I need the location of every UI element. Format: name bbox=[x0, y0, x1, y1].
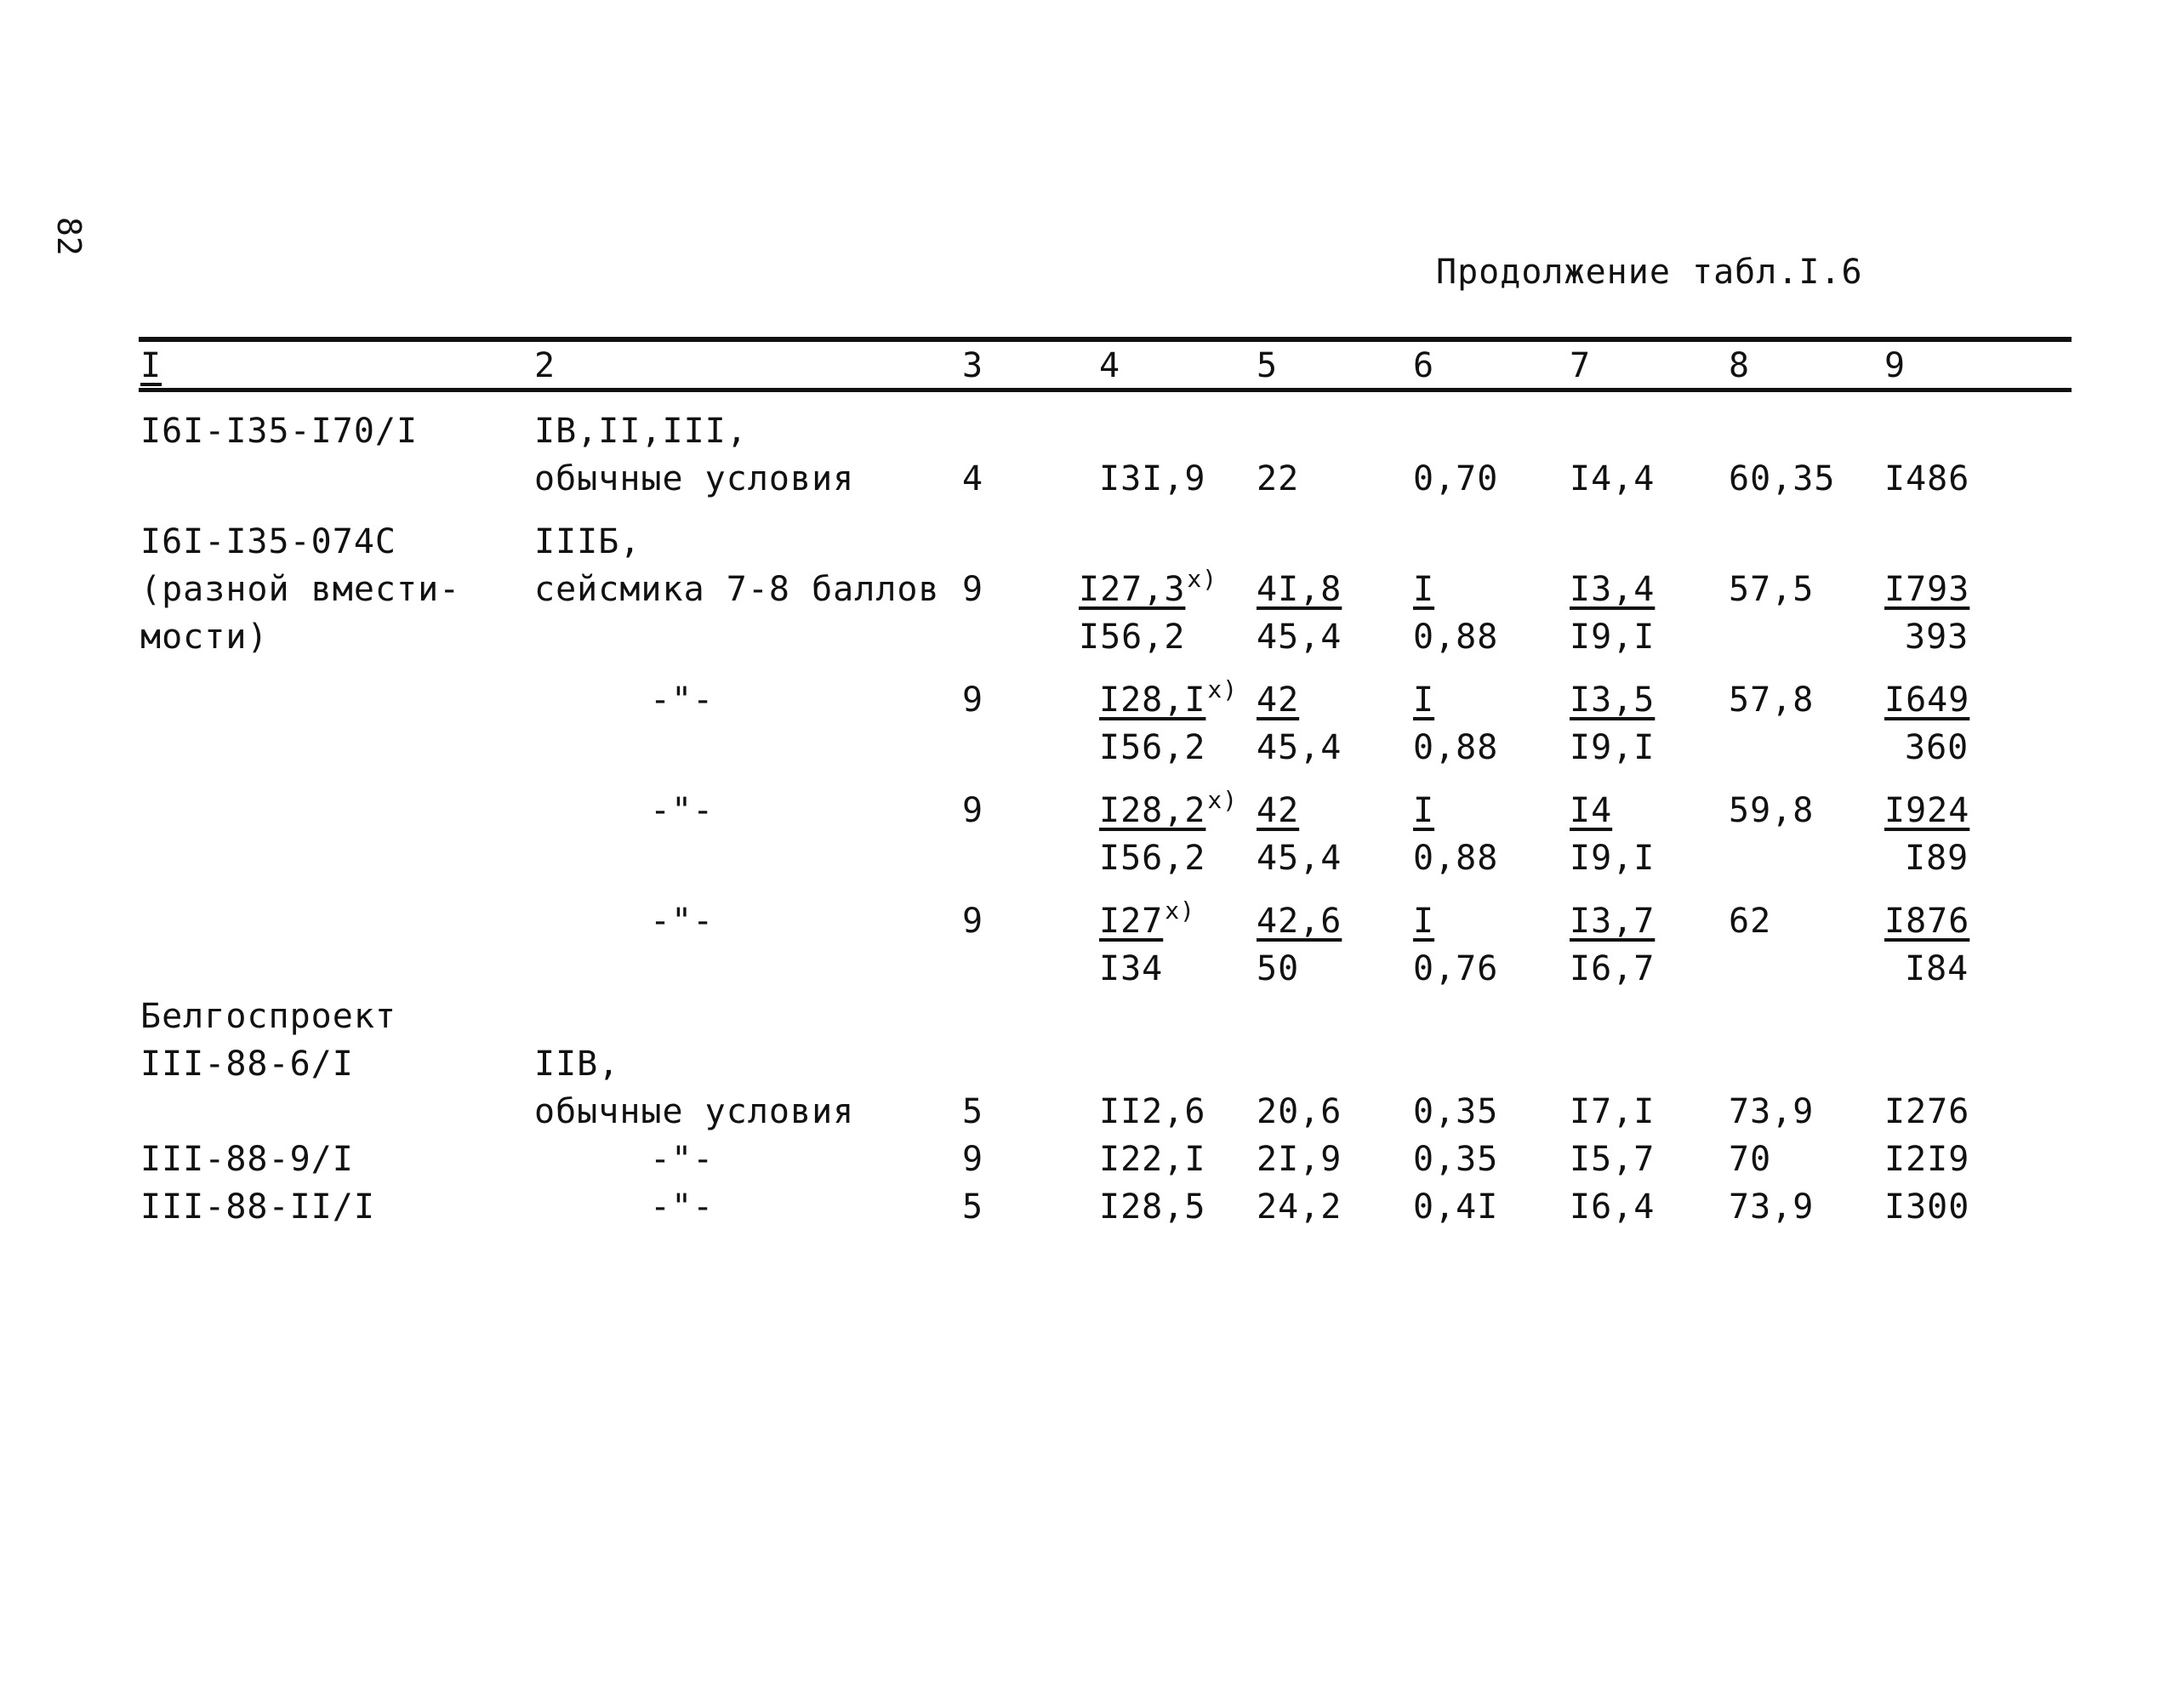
cell-col-5-numerator: 42 bbox=[1257, 791, 1300, 830]
cell-col-5-numerator: 4I,8 bbox=[1257, 570, 1342, 609]
cell-col-6-denominator: 0,88 bbox=[1413, 728, 1499, 767]
cell-col-5-denominator: 45,4 bbox=[1257, 728, 1342, 767]
cell-col-5-denominator: 45,4 bbox=[1257, 839, 1342, 878]
cell-conditions: IIIБ, bbox=[534, 522, 641, 561]
header-col-9: 9 bbox=[1884, 346, 1906, 385]
cell-col-9: I276 bbox=[1884, 1092, 1970, 1131]
cell-col-5: 2I,9 bbox=[1257, 1140, 1342, 1179]
cell-col-8: 59,8 bbox=[1729, 791, 1815, 830]
numerator-value: I27,3 bbox=[1079, 570, 1186, 609]
cell-col-9-numerator: I649 bbox=[1884, 680, 1970, 720]
cell-conditions: IB,II,III, bbox=[534, 412, 748, 451]
cell-col-8: 70 bbox=[1729, 1140, 1772, 1179]
footnote-mark: x) bbox=[1165, 897, 1195, 925]
cell-col-6-numerator: I bbox=[1413, 680, 1435, 720]
cell-col-7-numerator: I3,4 bbox=[1570, 570, 1656, 609]
cell-conditions-ditto: -"- bbox=[650, 1187, 715, 1227]
cell-designation: I6I-I35-I70/I bbox=[140, 412, 419, 451]
cell-col-8: 57,5 bbox=[1729, 570, 1815, 609]
cell-col-4-numerator bbox=[1099, 897, 1195, 941]
cell-col-4-numerator bbox=[1099, 675, 1239, 720]
cell-col-4-numerator bbox=[1079, 565, 1218, 609]
cell-col-6-denominator: 0,88 bbox=[1413, 618, 1499, 657]
cell-col-3: 4 bbox=[962, 459, 984, 498]
header-col-3: 3 bbox=[962, 346, 984, 385]
cell-col-8: 57,8 bbox=[1729, 680, 1815, 720]
cell-col-6-numerator: I bbox=[1413, 791, 1435, 830]
cell-col-4-denominator: I56,2 bbox=[1099, 839, 1206, 878]
cell-conditions: сейсмика 7-8 баллов bbox=[534, 570, 940, 609]
cell-col-6: 0,35 bbox=[1413, 1092, 1499, 1131]
cell-col-9: I2I9 bbox=[1884, 1140, 1970, 1179]
cell-col-9-numerator: I876 bbox=[1884, 902, 1970, 941]
cell-conditions: обычные условия bbox=[534, 459, 855, 498]
header-col-2: 2 bbox=[534, 346, 556, 385]
cell-designation: (разной вмести- bbox=[140, 570, 461, 609]
cell-col-8: 73,9 bbox=[1729, 1187, 1815, 1227]
cell-col-7: I4,4 bbox=[1570, 459, 1656, 498]
cell-col-7-numerator: I4 bbox=[1570, 791, 1613, 830]
table-header-rule bbox=[139, 388, 2072, 392]
cell-conditions-ditto: -"- bbox=[650, 791, 715, 830]
page-number: 82 bbox=[50, 217, 88, 256]
cell-col-3: 9 bbox=[962, 570, 984, 609]
cell-col-3: 9 bbox=[962, 791, 984, 830]
cell-conditions: обычные условия bbox=[534, 1092, 855, 1131]
cell-col-5: 20,6 bbox=[1257, 1092, 1342, 1131]
cell-col-9: I486 bbox=[1884, 459, 1970, 498]
cell-col-4: II2,6 bbox=[1099, 1092, 1206, 1131]
cell-col-4-denominator: I56,2 bbox=[1099, 728, 1206, 767]
cell-col-6: 0,70 bbox=[1413, 459, 1499, 498]
cell-conditions: IIB, bbox=[534, 1045, 620, 1084]
numerator-value: I28,I bbox=[1099, 680, 1206, 720]
header-col-7: 7 bbox=[1570, 346, 1592, 385]
cell-col-4: I3I,9 bbox=[1099, 459, 1206, 498]
header-col-6: 6 bbox=[1413, 346, 1435, 385]
cell-col-6-numerator: I bbox=[1413, 570, 1435, 609]
header-col-4: 4 bbox=[1099, 346, 1121, 385]
cell-designation: III-88-6/I bbox=[140, 1045, 354, 1084]
cell-col-3: 9 bbox=[962, 680, 984, 720]
header-col-5: 5 bbox=[1257, 346, 1279, 385]
cell-col-7-denominator: I9,I bbox=[1570, 839, 1656, 878]
numerator-value: I28,2 bbox=[1099, 791, 1206, 830]
cell-col-6-denominator: 0,88 bbox=[1413, 839, 1499, 878]
cell-designation: III-88-9/I bbox=[140, 1140, 354, 1179]
cell-col-5-denominator: 45,4 bbox=[1257, 618, 1342, 657]
cell-col-3: 9 bbox=[962, 902, 984, 941]
cell-col-6-denominator: 0,76 bbox=[1413, 949, 1499, 988]
cell-col-5: 22 bbox=[1257, 459, 1300, 498]
cell-col-6: 0,35 bbox=[1413, 1140, 1499, 1179]
numerator-value: I27 bbox=[1099, 902, 1164, 941]
cell-col-3: 9 bbox=[962, 1140, 984, 1179]
cell-col-5-numerator: 42 bbox=[1257, 680, 1300, 720]
footnote-mark: x) bbox=[1207, 786, 1239, 814]
cell-col-5: 24,2 bbox=[1257, 1187, 1342, 1227]
cell-col-9-denominator: 360 bbox=[1905, 728, 1969, 767]
table-caption: Продолжение табл.I.6 bbox=[1436, 253, 1863, 292]
cell-col-4-denominator: I34 bbox=[1099, 949, 1164, 988]
cell-conditions-ditto: -"- bbox=[650, 902, 715, 941]
header-col-1: I bbox=[140, 346, 162, 385]
table-top-rule bbox=[139, 337, 2072, 342]
cell-designation: I6I-I35-074C bbox=[140, 522, 396, 561]
cell-col-5-numerator: 42,6 bbox=[1257, 902, 1342, 941]
cell-col-9: I300 bbox=[1884, 1187, 1970, 1227]
cell-designation: Белгоспроект bbox=[140, 997, 396, 1036]
cell-col-4-numerator bbox=[1099, 786, 1239, 830]
cell-col-8: 62 bbox=[1729, 902, 1772, 941]
cell-col-7-denominator: I9,I bbox=[1570, 618, 1656, 657]
cell-col-7-numerator: I3,7 bbox=[1570, 902, 1656, 941]
cell-col-7: I7,I bbox=[1570, 1092, 1656, 1131]
cell-col-7-denominator: I6,7 bbox=[1570, 949, 1656, 988]
cell-col-8: 60,35 bbox=[1729, 459, 1836, 498]
cell-conditions-ditto: -"- bbox=[650, 1140, 715, 1179]
footnote-mark: x) bbox=[1207, 675, 1239, 703]
cell-col-7-numerator: I3,5 bbox=[1570, 680, 1656, 720]
cell-col-6-numerator: I bbox=[1413, 902, 1435, 941]
cell-col-9-denominator: 393 bbox=[1905, 618, 1969, 657]
cell-col-4-denominator: I56,2 bbox=[1079, 618, 1186, 657]
cell-designation: мости) bbox=[140, 618, 269, 657]
cell-col-4: I28,5 bbox=[1099, 1187, 1206, 1227]
cell-col-7: I6,4 bbox=[1570, 1187, 1656, 1227]
cell-col-9-denominator: I89 bbox=[1905, 839, 1969, 878]
cell-col-9-denominator: I84 bbox=[1905, 949, 1969, 988]
cell-col-8: 73,9 bbox=[1729, 1092, 1815, 1131]
cell-designation: III-88-II/I bbox=[140, 1187, 375, 1227]
header-col-8: 8 bbox=[1729, 346, 1751, 385]
cell-conditions-ditto: -"- bbox=[650, 680, 715, 720]
footnote-mark: x) bbox=[1187, 565, 1218, 593]
cell-col-4: I22,I bbox=[1099, 1140, 1206, 1179]
cell-col-3: 5 bbox=[962, 1092, 984, 1131]
cell-col-7: I5,7 bbox=[1570, 1140, 1656, 1179]
cell-col-3: 5 bbox=[962, 1187, 984, 1227]
cell-col-7-denominator: I9,I bbox=[1570, 728, 1656, 767]
cell-col-9-numerator: I924 bbox=[1884, 791, 1970, 830]
cell-col-5-denominator: 50 bbox=[1257, 949, 1300, 988]
cell-col-6: 0,4I bbox=[1413, 1187, 1499, 1227]
cell-col-9-numerator: I793 bbox=[1884, 570, 1970, 609]
